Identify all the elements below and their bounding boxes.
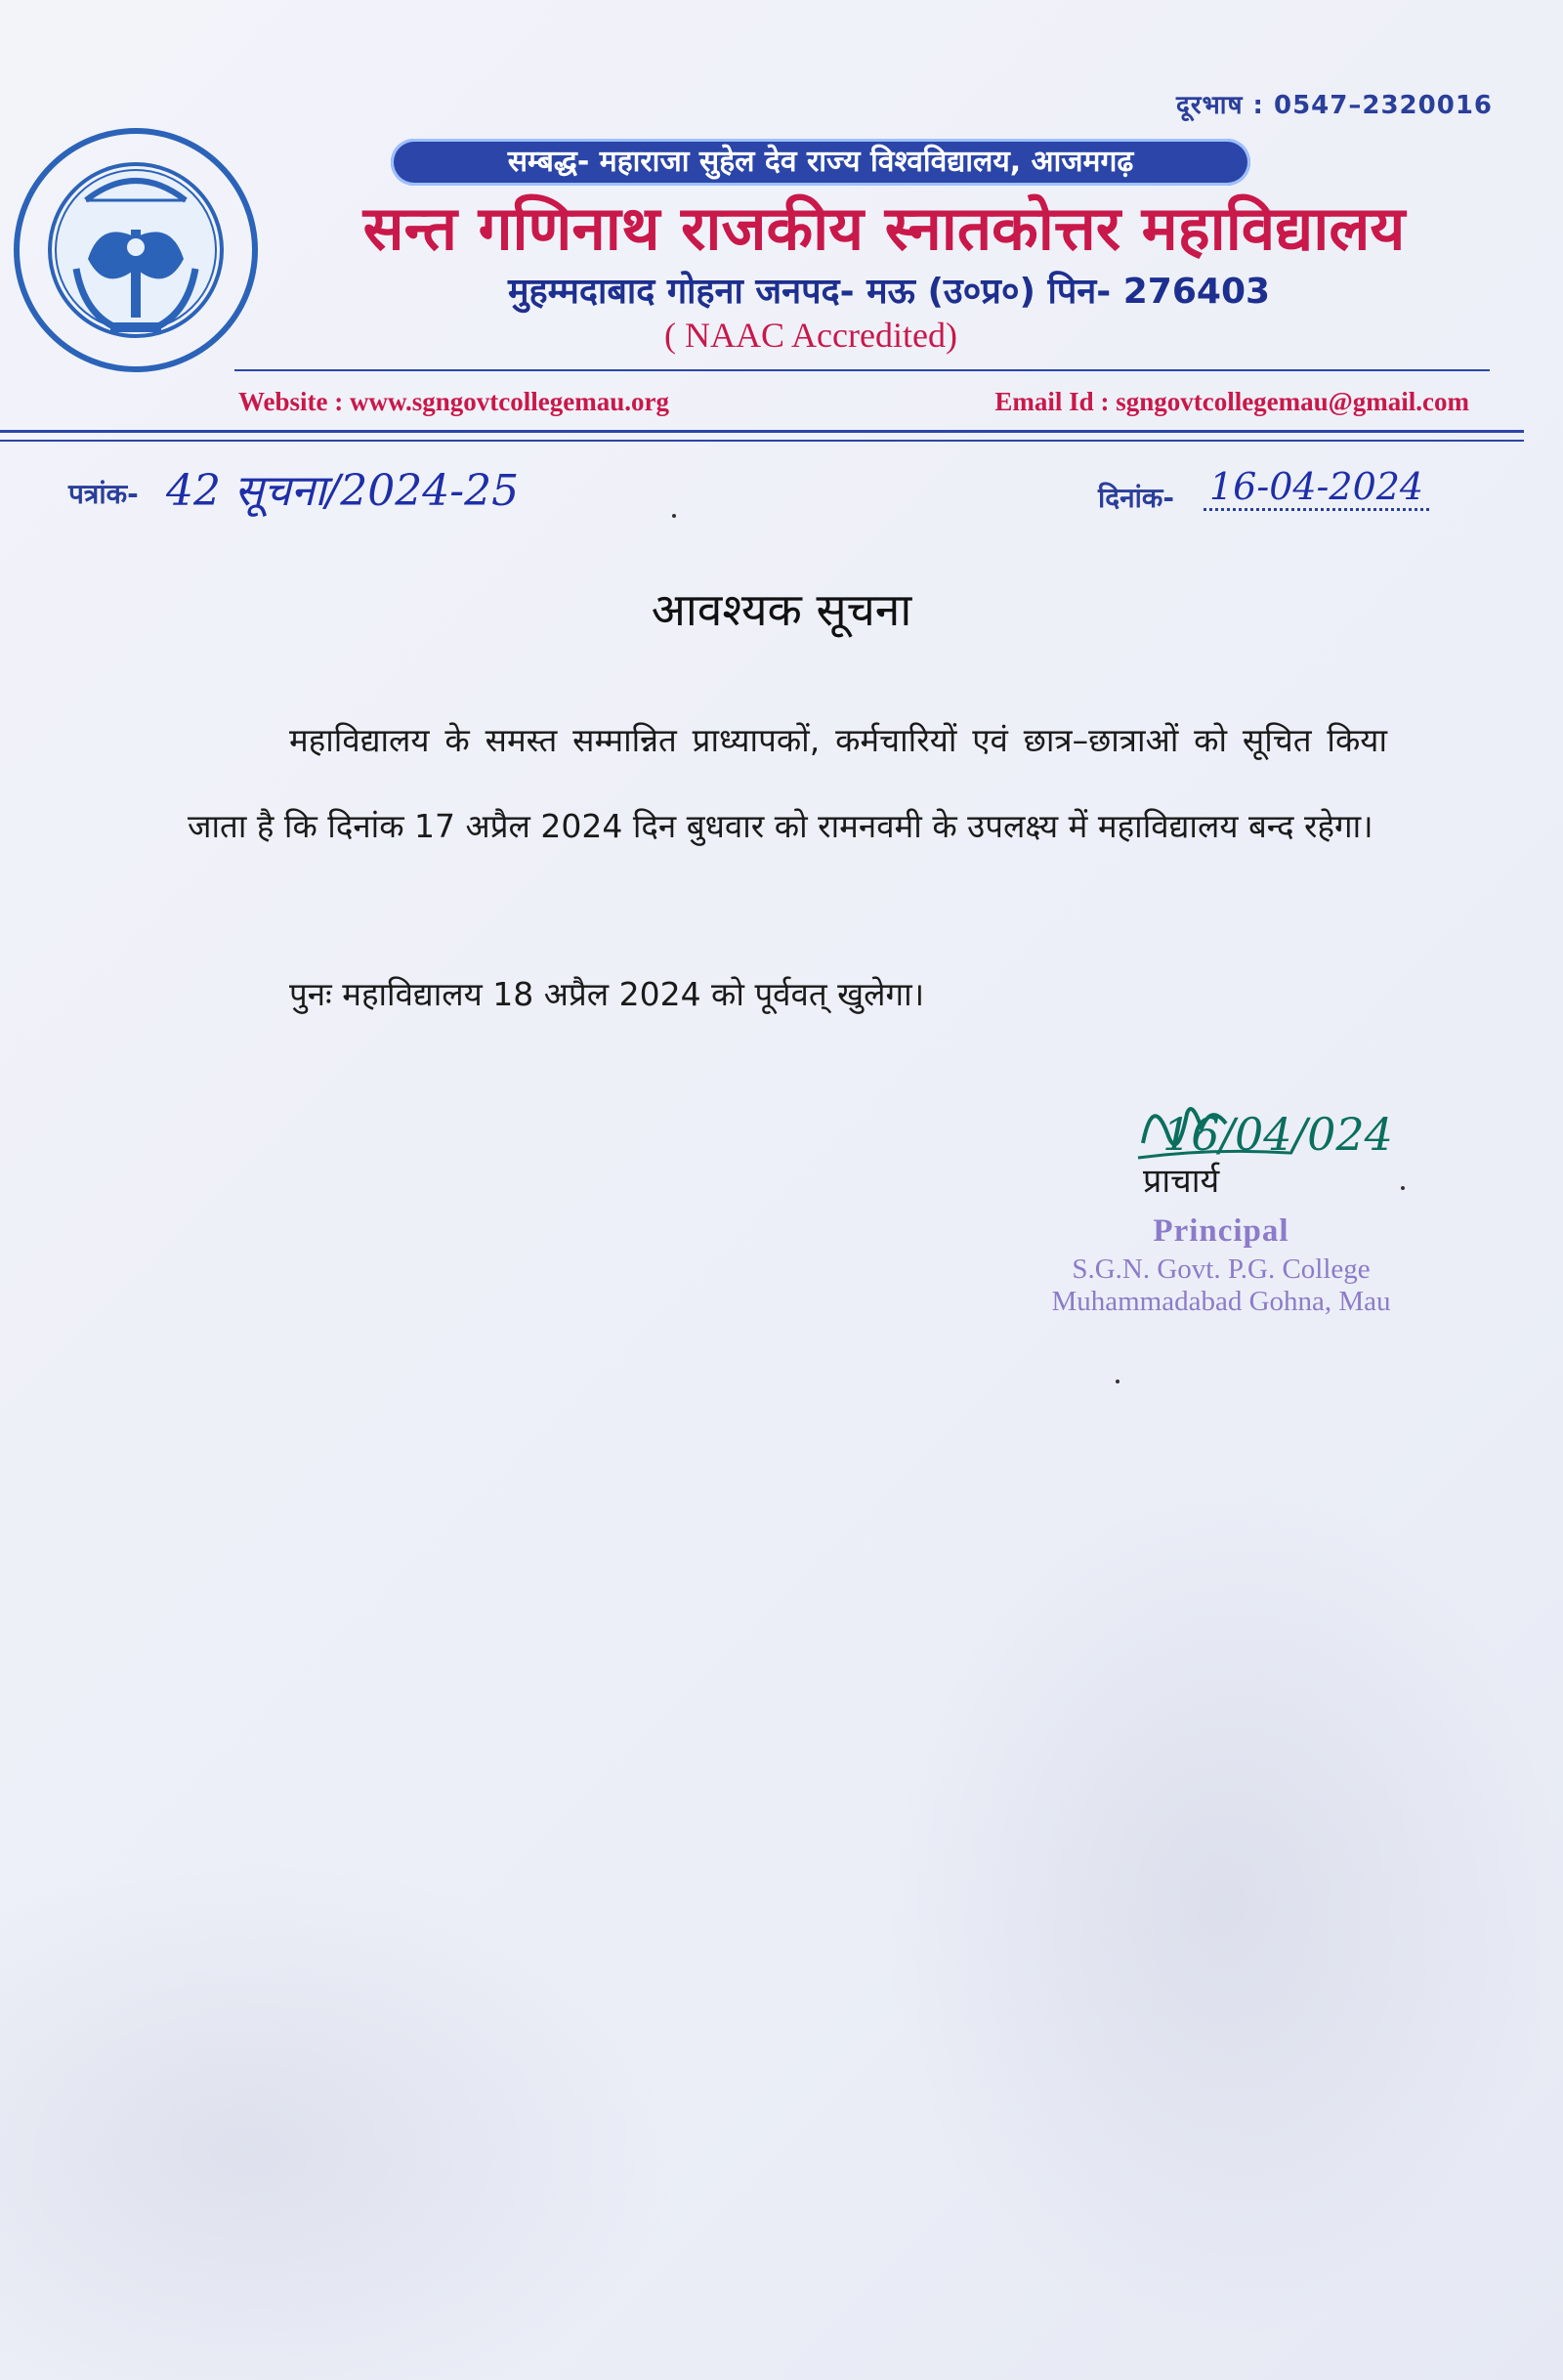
affiliation-banner: सम्बद्ध- महाराजा सुहेल देव राज्य विश्वविद्यालय, आजमगढ़	[391, 139, 1250, 186]
divider	[0, 440, 1524, 442]
divider	[234, 369, 1490, 371]
reference-number: 42 सूचना/2024-25	[166, 466, 520, 516]
reference-label: पत्रांक-	[68, 478, 139, 510]
notice-paragraph: पुनः महाविद्यालय 18 अप्रैल 2024 को पूर्ववत् खुलेगा।	[289, 975, 925, 1013]
stamp-college: S.G.N. Govt. P.G. College	[1072, 1254, 1371, 1285]
accreditation-label: ( NAAC Accredited)	[664, 316, 957, 355]
notice-title: आवश्यक सूचना	[651, 583, 912, 636]
ink-dot	[1116, 1380, 1119, 1383]
ink-dot	[672, 514, 676, 518]
ink-dot	[1401, 1186, 1405, 1190]
stamp-title: Principal	[1153, 1213, 1289, 1249]
handwritten-date: 16/04/024	[1162, 1108, 1393, 1161]
college-name: सन्त गणिनाथ राजकीय स्नातकोत्तर महाविद्यालय	[362, 192, 1406, 264]
divider	[0, 430, 1524, 433]
principal-stamp	[1016, 1213, 1426, 1318]
date-label: दिनांक-	[1098, 482, 1175, 514]
paper-crease	[879, 1466, 1563, 2345]
email-link[interactable]: Email Id : sgngovtcollegemau@gmail.com	[994, 387, 1469, 416]
website-link[interactable]: Website : www.sgngovtcollegemau.org	[238, 387, 669, 416]
phone-number: दूरभाष : 0547–2320016	[1176, 91, 1493, 120]
designation: प्राचार्य	[1143, 1162, 1220, 1201]
up-government-emblem-icon	[8, 122, 264, 378]
stamp-location: Muhammadabad Gohna, Mau	[1051, 1286, 1391, 1317]
notice-paragraph: महाविद्यालय के समस्त सम्मान्नित प्राध्यापकों, कर्मचारियों एवं छात्र–छात्राओं को सूचित किया जाता है कि दिनांक 17 अप्रैल 2024 दिन बुधवार को रामनवमी के उपलक्ष्य में महाविद्यालय बन्द रहेगा।	[188, 721, 1387, 845]
date-value: 16-04-2024	[1204, 465, 1429, 511]
paper-crease	[0, 1856, 684, 2380]
college-address: मुहम्मदाबाद गोहना जनपद- मऊ (उ०प्र०) पिन- 276403	[507, 272, 1271, 312]
